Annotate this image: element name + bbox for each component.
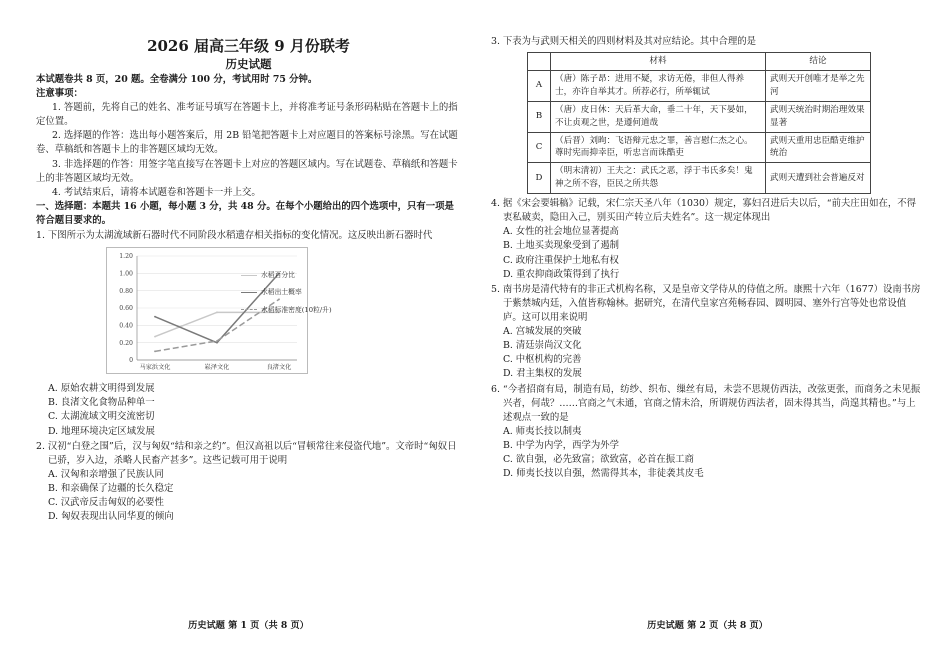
row-label: A <box>528 71 551 102</box>
note-1: 1. 答题前，先将自己的姓名、准考证号填写在答题卡上，并将准考证号条形码粘贴在答题卡上的指定位置。 <box>36 102 458 128</box>
x-tick-label: 良渚文化 <box>266 364 292 372</box>
row-label: B <box>528 101 551 132</box>
data-point <box>216 312 218 314</box>
q6-option-c: C. 欲自强，必先致富；欲致富，必首在振工商 <box>503 454 694 466</box>
q5-option-d: D. 君主集权的发展 <box>503 368 582 380</box>
page-footer: 历史试题 第 2 页（共 8 页） <box>647 620 768 632</box>
legend-item-2 <box>241 288 332 296</box>
legend-swatch <box>241 292 257 293</box>
row-material: （唐）陈子昂：进用不疑，求访无倦，非但人得养士，亦许自举其才。所荐必行，所举辄试 <box>551 71 766 102</box>
q6-option-d: D. 师夷长技以自强，然需得其本，非徒袭其皮毛 <box>503 468 704 480</box>
row-conclusion: 武则天开创唯才是举之先河 <box>766 71 871 102</box>
legend-swatch <box>241 275 257 276</box>
row-material: （唐）皮日休：天后革大命，垂二十年，天下晏如，不让贞观之世，是遵何道哉 <box>551 101 766 132</box>
q5-option-c: C. 中枢机构的完善 <box>503 354 582 366</box>
legend-label: 水稻出土概率 <box>261 288 302 297</box>
section-heading: 一、选择题：本题共 16 小题，每小题 3 分，共 48 分。在每个小题给出的四个选项中，只有一项是符合题目要求的。 <box>36 200 454 227</box>
q1-option-d: D. 地理环境决定区域发展 <box>48 425 155 437</box>
y-tick-label: 0.60 <box>119 305 133 313</box>
note-3: 3. 非选择题的作答：用签字笔直接写在答题卡上对应的答题区域内。写在试题卷、草稿纸和答题卡上的非答题区域均无效。 <box>36 158 458 184</box>
row-material: （后晋）刘昫：飞语辩元忠之罪，善言慰仁杰之心。尊时宪而抑幸臣，听忠言而诛酷吏 <box>551 132 766 163</box>
q2-option-b: B. 和亲确保了边疆的长久稳定 <box>48 483 174 495</box>
row-conclusion: 武则天重用忠臣酷吏维护统治 <box>766 132 871 163</box>
legend-label: 水稻标准密度(10粒/升) <box>261 305 332 314</box>
question-2-stem: 2. 汉初“白登之围”后，汉与匈奴“结和亲之约”。但汉高祖以后“冒顿常往来侵盗代地”。文帝时“匈奴日已骄，岁入边，杀略人民畜产甚多”。这些记载可用于说明 <box>36 440 457 466</box>
question-3 <box>491 35 922 194</box>
row-label: D <box>528 163 551 194</box>
question-3-stem: 3. 下表为与武则天相关的四则材料及其对应结论。其中合理的是 <box>491 36 757 47</box>
data-point <box>154 336 156 338</box>
q6-option-b: B. 中学为内学，西学为外学 <box>503 439 619 451</box>
exam-subtitle: 历史试题 <box>225 57 272 71</box>
data-point <box>216 340 218 342</box>
rice-chart <box>36 247 456 382</box>
question-4-stem: 4. 据《宋会要辑稿》记载，宋仁宗天圣八年（1030）规定，寡妇召进后夫以后，“前夫庄田如在，不得衷私破卖，隐田入己，别买田产转立后夫姓名”。这一规定体现出 <box>491 198 916 224</box>
legend-item-3 <box>241 306 332 314</box>
q4-option-a: A. 女性的社会地位显著提高 <box>503 226 619 238</box>
y-tick-label: 0.80 <box>119 288 133 296</box>
page-footer: 历史试题 第 1 页（共 8 页） <box>188 620 309 632</box>
question-5 <box>491 283 922 382</box>
row-label: C <box>528 132 551 163</box>
q2-option-d: D. 匈奴表现出认同华夏的倾向 <box>48 511 174 523</box>
table-row <box>528 163 871 194</box>
table-row <box>528 71 871 102</box>
q5-option-b: B. 清廷崇尚汉文化 <box>503 340 582 352</box>
chart-legend <box>241 271 332 322</box>
question-2 <box>36 440 461 525</box>
q4-option-b: B. 土地买卖现象受到了遏制 <box>503 240 619 252</box>
note-4: 4. 考试结束后，请将本试题卷和答题卡一并上交。 <box>51 186 261 198</box>
notes-heading: 注意事项： <box>36 88 83 100</box>
x-tick-label: 崧泽文化 <box>204 364 230 372</box>
q5-option-a: A. 宫城发展的突破 <box>503 326 582 338</box>
legend-label: 水稻百分比 <box>261 271 295 280</box>
x-tick-label: 马家浜文化 <box>139 364 171 372</box>
legend-item-1 <box>241 271 332 279</box>
q4-option-c: C. 政府注重保护土地私有权 <box>503 254 619 266</box>
q2-option-c: C. 汉武帝反击匈奴的必要性 <box>48 497 164 509</box>
exam-info: 本试题卷共 8 页，20 题。全卷满分 100 分，考试用时 75 分钟。 <box>36 73 318 85</box>
exam-title: 2026 届高三年级 9 月份联考 <box>147 37 350 55</box>
y-tick-label: 0 <box>129 357 133 365</box>
question-1-stem: 1. 下图所示为太湖流域新石器时代不同阶段水稻遗存相关指标的变化情况。这反映出新石器时代 <box>36 230 433 242</box>
row-material: （明末清初）王夫之：武氏之恶，浮于韦氏多矣！鬼神之所不容，臣民之所共怨 <box>551 163 766 194</box>
y-tick-label: 0.40 <box>119 322 133 330</box>
question-6-stem: 6. “今者招商有局，制造有局，纺纱、织布、缫丝有局，未尝不思规仿西法，改弦更张，而商务之未见振兴者，何哉？……官商之气未通，官商之情未洽，所谓规仿西法者，固未得其当，尚遑其精也。”与上述观点一致的是 <box>491 383 921 423</box>
q2-option-a: A. 汉匈和亲增强了民族认同 <box>48 468 164 480</box>
material-table <box>527 52 871 194</box>
q1-option-c: C. 太湖流域文明交流密切 <box>48 411 155 423</box>
q4-option-d: D. 重农抑商政策得到了执行 <box>503 268 620 280</box>
table-row <box>528 132 871 163</box>
y-tick-label: 1.00 <box>119 270 133 278</box>
q1-option-a: A. 原始农耕文明得到发展 <box>48 383 155 395</box>
legend-swatch <box>241 309 257 310</box>
row-conclusion: 武则天遭到社会普遍反对 <box>766 163 871 194</box>
question-4 <box>491 197 922 282</box>
data-point <box>154 316 156 318</box>
question-1 <box>36 229 461 439</box>
q6-option-a: A. 师夷长技以制夷 <box>503 425 582 437</box>
page-2 <box>475 0 950 659</box>
header-material: 材料 <box>551 53 766 71</box>
q1-option-b: B. 良渚文化食物品种单一 <box>48 397 155 409</box>
question-6 <box>491 383 922 482</box>
question-5-stem: 5. 南书房是清代特有的非正式机构名称，又是皇帝文学侍从的侍值之所。康熙十六年（1677）设南书房于紫禁城内廷，入值皆称翰林。据研究，在清代皇家宫苑畅春园、圆明园、塞外行宫等处也常设值庐。这可以用来说明 <box>491 283 921 323</box>
header-blank <box>528 53 551 71</box>
table-header-row <box>528 53 871 71</box>
y-tick-label: 0.20 <box>119 340 133 348</box>
table-row <box>528 101 871 132</box>
row-conclusion: 武则天统治时期治理效果显著 <box>766 101 871 132</box>
note-2: 2. 选择题的作答：选出每小题答案后，用 2B 铅笔把答题卡上对应题目的答案标号涂黑。写在试题卷、草稿纸和答题卡上的非答题区域均无效。 <box>36 130 458 156</box>
data-point <box>154 351 156 353</box>
data-point <box>216 342 218 344</box>
header-conclusion: 结论 <box>766 53 871 71</box>
y-tick-label: 1.20 <box>119 253 133 261</box>
